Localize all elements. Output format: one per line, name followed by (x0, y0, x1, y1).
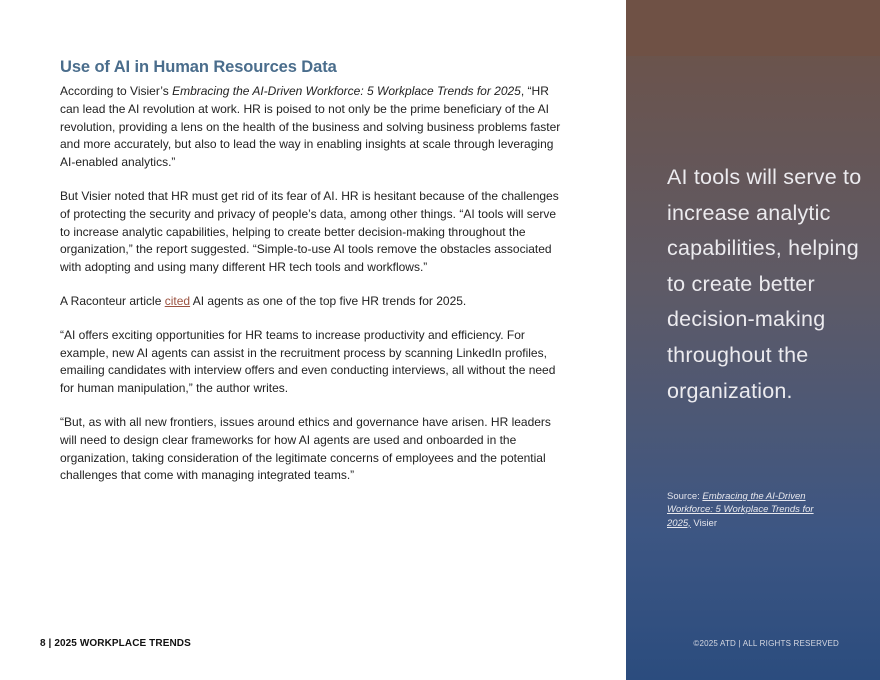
cited-link[interactable]: cited (164, 293, 191, 308)
paragraph-1-intro: According to Visier’s (60, 84, 173, 98)
page-footer: 8 | 2025 WORKPLACE TRENDS (40, 638, 191, 649)
report-title: Embracing the AI-Driven Workforce: 5 Workplace Trends for 2025 (172, 84, 521, 98)
pull-quote: AI tools will serve to increase analytic capabilities, helping to create better decision-making throughout the organization. (667, 165, 862, 403)
paragraph-5: “But, as with all new frontiers, issues around ethics and governance have arisen. HR leaders will need to design clear frameworks for how AI agents are used and onboarded in the organization, taking consideration of the legitimate concerns of employees and the potential challenges that come with managing integrated teams.” (60, 414, 551, 483)
paragraph-3 (60, 293, 566, 311)
paragraph-4: “AI offers exciting opportunities for HR teams to increase productivity and efficiency. For example, new AI agents can assist in the recruitment process by scanning LinkedIn profiles, emailing candidates with interview offers and even conducting interviews, all without the need for human manipulation,” the author writes. (60, 327, 556, 396)
source-publisher: Visier (690, 517, 718, 529)
source-label: Source: (667, 491, 703, 502)
copyright-notice: ©2025 ATD | ALL RIGHTS RESERVED (693, 639, 839, 648)
section-heading: Use of AI in Human Resources Data (60, 58, 337, 76)
paragraph-1 (60, 83, 566, 172)
paragraph-3-intro: A Raconteur article (60, 293, 165, 308)
paragraph-1-quote: , “HR can lead the AI revolution at work. HR is poised to not only be the prime beneficiary of the AI revolution, providing a lens on the health of the business and solving business problems faster and more accurately, but also to lead the way in enabling insights at scale through leveraging AI-enabled analytics.” (60, 84, 561, 170)
quote-source (667, 490, 837, 530)
source-link[interactable]: Embracing the AI-Driven Workforce: 5 Workplace Trends for 2025, (667, 491, 814, 529)
pull-quote-sidebar (626, 0, 880, 680)
article-body (60, 58, 566, 501)
paragraph-2: But Visier noted that HR must get rid of its fear of AI. HR is hesitant because of the challenges of protecting the security and privacy of people’s data, among other things. “AI tools will serve to increase analytic capabilities, helping to create better decision-making throughout the organization,” the report suggested. “Simple-to-use AI tools remove the obstacles associated with adopting and using many different HR tech tools and workflows.” (60, 188, 559, 275)
paragraph-3-rest: AI agents as one of the top five HR trends for 2025. (190, 293, 467, 308)
sidebar-top-band (626, 0, 880, 56)
